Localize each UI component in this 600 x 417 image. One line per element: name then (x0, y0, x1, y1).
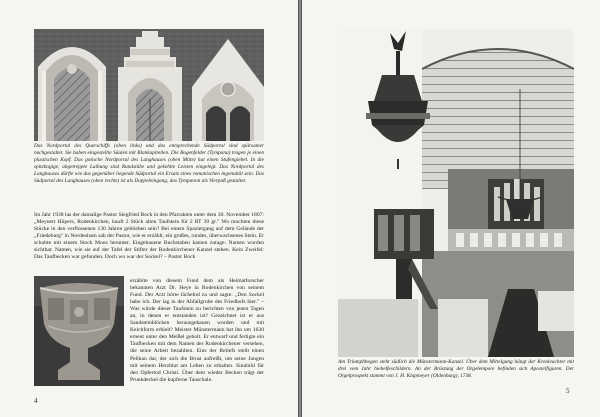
north-transept-portal (38, 47, 106, 141)
page-number-right: 5 (566, 387, 570, 395)
caption-interior: Am Triumphbogen steht südlich die Münstermann-Kanzel. Über dem Mittelgang hängt der Kronleuchter mit drei vom Jahr hiehelfeschildern. An der Brüstung der Orgelempore befinden sich Apostelfiguren. Der Orgelprospekt stammt von J. H. Klapmeyer (Oldenburg), 1738. (338, 359, 574, 379)
body-text-wrap: erzählte von diesem Fund dem als Heimatforscher bekannten Arzt Dr. Heye in Rodenkirchen von seinem Fund. Der Arzt hörte lächelnd zu und sagte: „Den Sockel habe ich. Der lag in der Abfallgrube des Friedhofs hier." – Was würde dieser Taufstein zu berichten von jenen Tagen an, in denen er entstanden ist? Gezeichnet ist er aus Sandsteinblöcken herausgehauen worden und mit Kelchform erhielt? Meister Münstermann hat ihn um 1630 erneut unter den Meißel geholt. Er entwarf und fertigte ein Taufbecken mit dem Namen der Rodenkirchener versehen, die seine Arbeit bezahlten. Eins der Reliefs stellt einen Pelikan dar, der sich die Brust aufreißt, um seine Jungen mit seinem Herzblut am Leben zu erhalten. Sinnbild für den Opfertod Christi. Über dem wieder Becken trägt der Prunkdeckel die kupferne Tauschale. (130, 278, 264, 383)
page-number-left: 4 (34, 397, 38, 405)
caption-portals: Das Nordportal des Querschiffs (oben links) und das entsprechende Südportal sind spärsamer nachgestaltet. Sie haben eingestellte Säulen mit Blankapitellen. Die Bogenfelder (Tympana) tragen je einen plastischen Kopf. Das gotische Nordportal des Langhauses (oben Mitte) hat einen Stufengiebel. In die spitzbogige, abgetreppte Laibung sind Rundstäbe und gekehlte Leisten eingelegt. Das Nordportal des Langhauses dürfte wie das gegenüber liegende Südportal ein Ersatz eines romanischen ingenuität sein. Das Südportal des Langhauses (oben rechts) ist als Doppeleingang, das Tympanon als Vierpaß gestaltet. (34, 143, 264, 184)
left-page (0, 0, 298, 417)
portals-photo (34, 29, 264, 141)
right-page (302, 0, 600, 417)
body-text-intro: Im Jahr 1938 las der damalige Pastor Siegfried Bock in den Pfarrakten unter dem 30. November 1807: „Meynert Hüpers, Rodenkirchen, kauft 2 Stück alten Taufstein für 2 RT 39 gr." Wo mochten diese Stücke in den verflossenen 130 Jahren geblieben sein? Bei einem Spaziergang auf dem Gelände der „Friedeburg" in Nordenham sah der Pastor, wie er erzählt, ein großes, rundes, überwachsenes Stein. Er schubte mit einem Stock Moos herunter. Eingehauene Buchstaben kamen zutage: Namen wurden sichtbar. Namen, wie sie auf der Tafel der Stifter der Rodenkirchener Kanzel stehen. Kein Zweifel: Das Taufbecken war gefunden. Doch wo war der Sockel? – Pastor Bock (34, 212, 264, 261)
baptismal-font-photo (34, 276, 124, 386)
church-interior-photo (338, 29, 574, 357)
